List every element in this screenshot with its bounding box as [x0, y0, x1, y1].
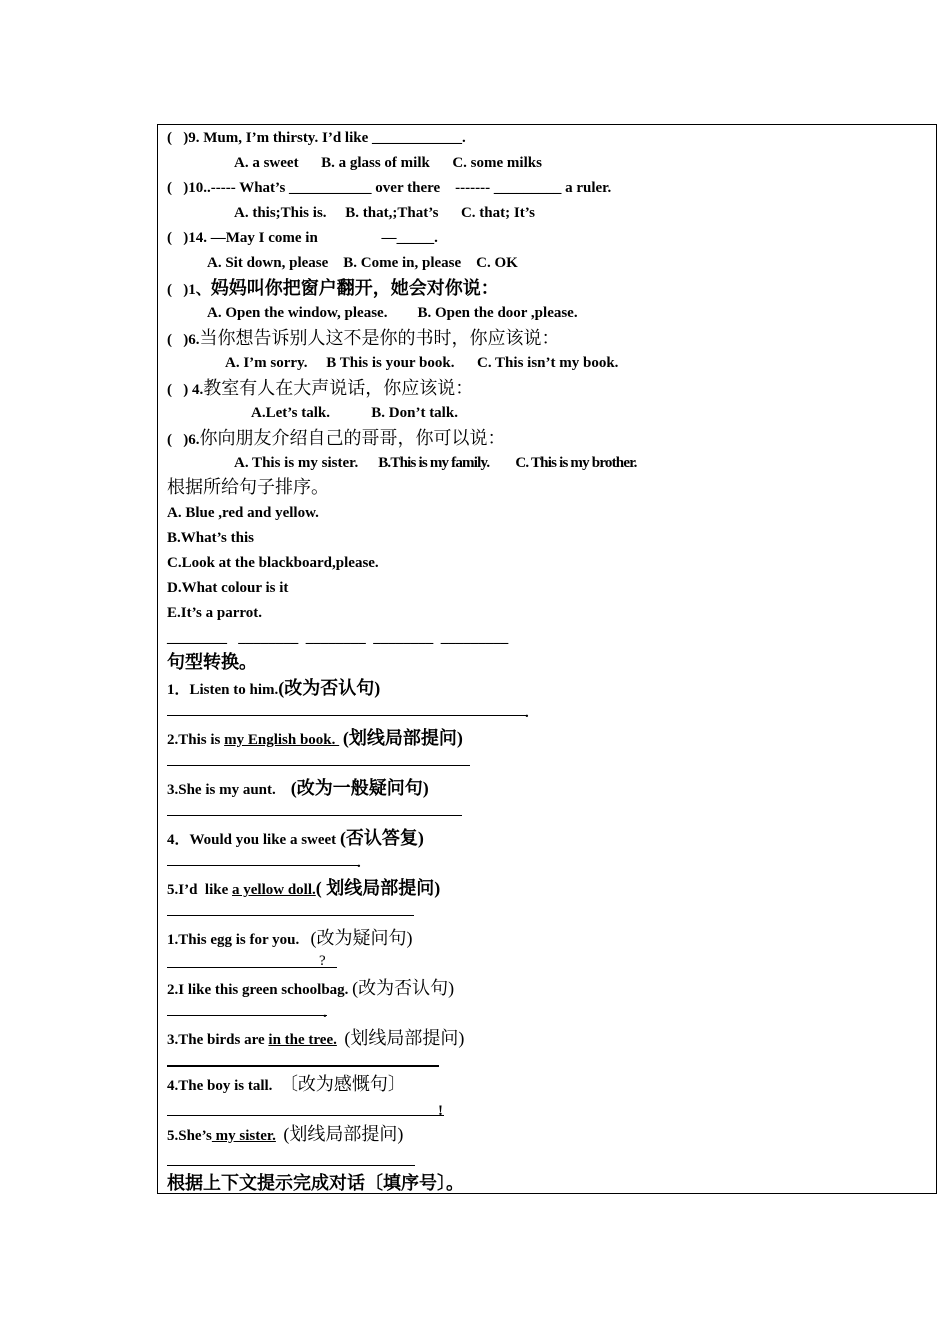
question-6b-text: 你向朋友介绍自己的哥哥，你可以说：	[199, 428, 506, 448]
answer-line[interactable]	[167, 1115, 444, 1116]
option-a: A. This is my sister.	[234, 455, 359, 471]
option-b: B.This is my family.	[378, 455, 490, 471]
sentence-text: 1.This egg is for you.	[167, 932, 311, 948]
instruction-hint: (划线局部提问)	[283, 1124, 404, 1144]
instruction-hint: (改为疑问句)	[310, 928, 413, 948]
question-14-options: A. Sit down, please B. Come in, please C. OK	[207, 255, 518, 271]
instruction-hint: (否认答复)	[339, 828, 424, 848]
instruction-hint: 〔改为感慨句〕	[279, 1074, 406, 1094]
sentence-text: 4．Would you like a sweet	[167, 832, 340, 848]
question-6b-options	[234, 453, 637, 473]
sentence-text: 5.I’d like	[167, 882, 233, 898]
underlined-text: my sister.	[211, 1128, 276, 1144]
question-6a-text: 当你想告诉别人这不是你的书时，你应该说：	[199, 328, 560, 348]
sentence-text: 1．Listen to him.	[167, 682, 279, 698]
line-end-mark: !	[438, 1103, 443, 1119]
answer-line[interactable]	[167, 765, 470, 766]
instruction-hint: (改为否认句)	[352, 978, 455, 998]
sentence-text: 4.The boy is tall.	[167, 1078, 280, 1094]
ordering-item: B.What’s this	[167, 530, 254, 546]
option-c: C. This is my brother.	[515, 455, 637, 471]
transform-s4	[167, 828, 424, 850]
underlined-text: my English book.	[224, 732, 340, 748]
underlined-text: in the tree.	[268, 1032, 337, 1048]
ordering-item: E.It’s a parrot.	[167, 605, 262, 621]
instruction-hint: (改为一般疑问句)	[290, 778, 429, 798]
answer-line[interactable]	[167, 1065, 439, 1067]
question-9	[167, 128, 466, 148]
answer-blank[interactable]: ____________	[372, 130, 462, 146]
question-1-text: 妈妈叫你把窗户翻开，她会对你说：	[210, 278, 499, 298]
question-6b	[167, 428, 506, 450]
transform-t2	[167, 978, 454, 1000]
question-4-options: A.Let’s talk. B. Don’t talk.	[251, 405, 458, 421]
instruction-hint: (改为否认句)	[278, 678, 381, 698]
question-14-text: ( )14. —May I come in —	[167, 230, 397, 246]
worksheet-box	[157, 124, 937, 1194]
question-1-number: ( )1、	[167, 282, 211, 298]
answer-blank[interactable]: _____	[396, 230, 435, 246]
sentence-text: 5.She’s	[167, 1128, 212, 1144]
question-6a-options: A. I’m sorry. B This is your book. C. This isn’t my book.	[225, 355, 619, 371]
question-10-options: A. this;This is. B. that,;That’s C. that; It’s	[234, 205, 535, 221]
answer-line[interactable]	[167, 1165, 415, 1166]
sentence-text: 3.She is my aunt.	[167, 782, 291, 798]
answer-line[interactable]	[167, 715, 527, 716]
question-10: ( )10..----- What’s ___________ over there ------- _________ a ruler.	[167, 180, 612, 196]
transform-title: 句型转换。	[167, 652, 257, 672]
answer-line[interactable]	[167, 967, 337, 968]
dialogue-title: 根据上下文提示完成对话〔填序号〕。	[167, 1173, 464, 1193]
period: .	[434, 230, 438, 246]
instruction-hint: (划线局部提问)	[342, 728, 463, 748]
ordering-item: C.Look at the blackboard,please.	[167, 555, 379, 571]
instruction-hint: (划线局部提问)	[344, 1028, 465, 1048]
transform-t1	[167, 928, 413, 950]
ordering-title: 根据所给句子排序。	[167, 477, 329, 497]
line-end-mark: .	[357, 855, 361, 871]
question-4	[167, 378, 473, 400]
period: .	[462, 130, 466, 146]
question-1-options: A. Open the window, please. B. Open the door ,please.	[207, 305, 578, 321]
question-14	[167, 228, 438, 248]
line-end-mark: .	[323, 1005, 327, 1021]
ordering-item: A. Blue ,red and yellow.	[167, 505, 319, 521]
question-4-number: ( ) 4.	[167, 382, 204, 398]
question-9-text: ( )9. Mum, I’m thirsty. I’d like	[167, 130, 372, 146]
answer-line[interactable]	[167, 1015, 327, 1016]
underlined-text: a yellow doll.	[232, 882, 316, 898]
sentence-text: 2.This is	[167, 732, 225, 748]
transform-s3	[167, 778, 429, 800]
transform-s5	[167, 878, 440, 900]
question-6a-number: ( )6.	[167, 332, 200, 348]
transform-s2	[167, 728, 463, 750]
sentence-text: 2.I like this green schoolbag.	[167, 982, 353, 998]
answer-line[interactable]	[167, 815, 462, 816]
instruction-hint: ( 划线局部提问)	[315, 878, 441, 898]
transform-s1	[167, 678, 380, 700]
sentence-text: 3.The birds are	[167, 1032, 269, 1048]
transform-t5	[167, 1124, 403, 1146]
question-4-text: 教室有人在大声说话，你应该说：	[203, 378, 474, 398]
question-1	[167, 278, 499, 300]
transform-t3	[167, 1028, 464, 1050]
ordering-answer-blanks[interactable]: ________ ________ ________ ________ _________	[167, 630, 509, 646]
answer-line[interactable]	[167, 865, 359, 866]
answer-line[interactable]	[167, 915, 414, 916]
question-6a	[167, 328, 560, 350]
ordering-item: D.What colour is it	[167, 580, 289, 596]
transform-t4	[167, 1074, 406, 1096]
question-9-options: A. a sweet B. a glass of milk C. some milks	[234, 155, 542, 171]
line-end-mark: ?	[319, 953, 326, 969]
line-end-mark: .	[525, 705, 529, 721]
question-6b-number: ( )6.	[167, 432, 200, 448]
